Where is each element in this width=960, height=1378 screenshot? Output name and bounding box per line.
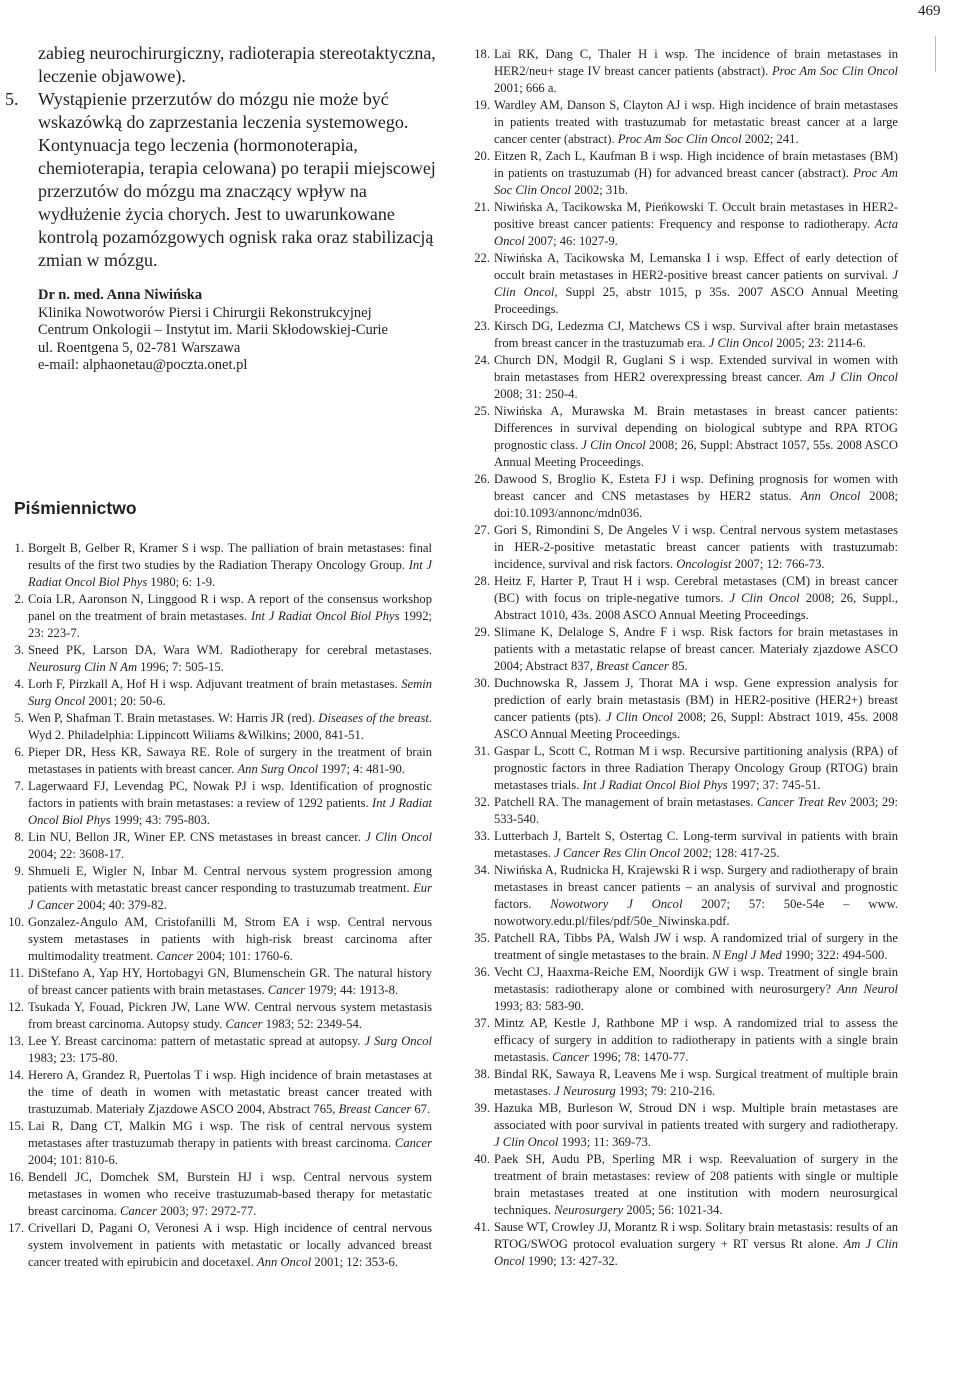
references-heading: Piśmiennictwo [14,498,137,518]
reference-body: Patchell RA, Tibbs PA, Walsh JW i wsp. A randomized trial of surgery in the treatment of single metastases to the brain. [494,931,898,962]
reference-item [0,829,432,863]
reference-number: 36. [474,965,490,979]
journal-name: Proc Am Soc Clin Oncol [771,64,899,78]
reference-text [494,1015,898,1066]
reference-number: 4. [14,677,24,691]
author-name: Dr n. med. Anna Niwińska [38,287,203,303]
reference-body: Lorh F, Pirzkall A, Hof H i wsp. Adjuvant treatment of brain metastases. [28,677,402,691]
reference-body: Gonzalez-Angulo AM, Cristofanilli M, Strom EA i wsp. Central nervous system metastases in patients with high-risk breast carcinoma after multimodality treatment. [28,915,432,963]
reference-number: 7. [14,779,24,793]
reference-item [466,930,898,964]
reference-body: Vecht CJ, Haaxma-Reiche EM, Noordijk GW i wsp. Treatment of single brain metastasis: radiotherapy alone or combined with neurosurgery? [494,965,898,996]
reference-text [494,352,898,403]
reference-number: 35. [474,931,490,945]
reference-number: 13. [8,1034,24,1048]
references-list-right [466,46,898,1270]
reference-text [494,148,898,199]
reference-number: 6. [14,745,24,759]
affiliation-line: Klinika Nowotworów Piersi i Chirurgii Rekonstrukcyjnej [38,304,372,321]
reference-item [466,794,898,828]
journal-name: Int J Radiat Oncol Biol Phys [582,778,728,792]
reference-number: 28. [474,574,490,588]
reference-item [0,999,432,1033]
reference-item [466,148,898,199]
reference-body: Patchell RA. The management of brain metastases. [494,795,758,809]
reference-citation: 1983; 23: 175-80. [28,1051,118,1065]
reference-body: Lin NU, Bellon JR, Winer EP. CNS metastases in breast cancer. [28,830,366,844]
reference-number: 37. [474,1016,490,1030]
reference-item [0,1220,432,1271]
reference-citation: 2005; 23: 2114-6. [773,336,866,350]
page-number: 469 [918,3,941,19]
conclusion-continuation [5,42,440,272]
journal-name: J Clin Oncol [365,830,432,844]
journal-name: Cancer [225,1017,263,1031]
reference-number: 5. [14,711,24,725]
reference-number: 24. [474,353,490,367]
reference-text [28,863,432,914]
reference-citation: 1992; 23: 223-7. [28,609,432,640]
reference-text [494,522,898,573]
journal-name: Oncologist [676,557,732,571]
journal-name: J Cancer Res Clin Oncol [554,846,681,860]
reference-text [494,862,898,930]
journal-name: J Neurosurg [554,1084,616,1098]
reference-citation: 2005; 56: 1021-34. [623,1203,723,1217]
reference-body: DiStefano A, Yap HY, Hortobagyi GN, Blumenschein GR. The natural history of breast cancer patients with brain metastases. [28,966,432,997]
reference-number: 26. [474,472,490,486]
journal-name: Am J Clin Oncol [807,370,898,384]
reference-item [466,624,898,675]
reference-text [28,591,432,642]
journal-name: Acta Oncol [494,217,898,248]
reference-citation: 2008; doi:10.1093/annonc/mdn036. [494,489,898,520]
reference-citation: , Suppl 25, abstr 1015, p 35s. 2007 ASCO Annual Meeting Proceedings. [494,285,898,316]
reference-item [466,743,898,794]
reference-body: Niwińska A, Rudnicka H, Krajewski R i wsp. Surgery and radiotherapy of brain metastases in breast cancer patients – an analysis of survival and prognostic factors. [494,863,898,911]
reference-item [0,676,432,710]
reference-item [0,965,432,999]
header-rule [935,36,936,72]
reference-text [28,965,432,999]
reference-text [28,540,432,591]
reference-citation: 1990; 322: 494-500. [781,948,888,962]
reference-text [28,744,432,778]
reference-number: 27. [474,523,490,537]
reference-number: 1. [14,541,24,555]
reference-item [0,591,432,642]
reference-body: Lagerwaard FJ, Levendag PC, Nowak PJ i wsp. Identification of prognostic factors in patients with brain metastases: a review of 1292 patients. [28,779,432,810]
reference-body: Wardley AM, Danson S, Clayton AJ i wsp. High incidence of brain metastases in patients treated with trastuzumab for metastatic breast cancer at a large cancer center (abstract). [494,98,898,146]
reference-body: Mintz AP, Kestle J, Rathbone MP i wsp. A randomized trial to assess the efficacy of surgery in addition to radiotherapy in patients with a single brain metastasis. [494,1016,898,1064]
reference-citation: 2001; 20: 50-6. [85,694,166,708]
reference-number: 40. [474,1152,490,1166]
reference-number: 29. [474,625,490,639]
reference-citation: 2003; 97: 2972-77. [157,1204,257,1218]
reference-text [28,1220,432,1271]
reference-number: 9. [14,864,24,878]
reference-number: 11. [8,966,24,980]
reference-citation: 2008; 26, Suppl: Abstract 1019, 45s. 2008 ASCO Annual Meeting Proceedings. [494,710,899,741]
journal-name: Cancer Treat Rev [757,795,847,809]
reference-item [0,1067,432,1118]
reference-number: 25. [474,404,490,418]
reference-text [494,964,898,1015]
reference-citation: 2007; 57: 50e-54e – www. nowotwory.edu.pl/files/pdf/50e_Niwinska.pdf. [494,897,899,928]
reference-item [466,250,898,318]
reference-body: Sneed PK, Larson DA, Wara WM. Radiotherapy for cerebral metastases. [28,643,432,657]
reference-text [494,403,898,471]
reference-number: 18. [474,47,490,61]
reference-body: Borgelt B, Gelber R, Kramer S i wsp. The palliation of brain metastases: final results of the first two studies by the Radiation Therapy Oncology Group. [28,541,432,572]
reference-body: Bendell JC, Domchek SM, Burstein HJ i wsp. Central nervous system metastases in women who receive trastuzumab-based therapy for metastatic breast carcinoma. [28,1170,432,1218]
reference-number: 15. [8,1119,24,1133]
reference-number: 3. [14,643,24,657]
reference-item [466,828,898,862]
reference-text [28,1169,432,1220]
reference-number: 23. [474,319,490,333]
left-column [0,42,440,375]
reference-text [28,1067,432,1118]
reference-item [466,1015,898,1066]
reference-number: 31. [474,744,490,758]
reference-body: Niwińska A, Murawska M. Brain metastases in breast cancer patients: Differences in survival depending on biological subtype and RPA RTOG prognostic class. [494,404,898,452]
reference-item [466,199,898,250]
reference-number: 21. [474,200,490,214]
reference-item [466,1066,898,1100]
reference-citation: 2008; 26, Suppl: Abstract 1057, 55s. 2008 ASCO Annual Meeting Proceedings. [494,438,899,469]
reference-item [0,710,432,744]
email-line: e-mail: alphaonetau@poczta.onet.pl [38,357,248,373]
reference-number: 16. [8,1170,24,1184]
journal-name: Neurosurgery [554,1203,624,1217]
reference-citation: 1993; 83: 583-90. [494,999,584,1013]
reference-citation: 2004; 22: 3608-17. [28,847,125,861]
reference-body: Church DN, Modgil R, Guglani S i wsp. Extended survival in women with brain metastases from HER2 overexpressing breast cancer. [494,353,898,384]
reference-text [494,199,898,250]
reference-item [466,964,898,1015]
reference-citation: 2002; 241. [741,132,799,146]
reference-number: 30. [474,676,490,690]
journal-name: J Clin Oncol [494,1135,559,1149]
conclusion-item-number: 5. [5,89,19,109]
reference-item [0,540,432,591]
reference-citation: 2008; 26, Suppl., Abstract 1010, 43s. 2008 ASCO Annual Meeting Proceedings. [494,591,899,622]
reference-citation: 1997; 37: 745-51. [727,778,821,792]
reference-body: Coia LR, Aaronson N, Linggood R i wsp. A report of the consensus workshop panel on the treatment of brain metastases. [28,592,432,623]
reference-number: 39. [474,1101,490,1115]
reference-body: Lutterbach J, Bartelt S, Ostertag C. Long-term survival in patients with brain metastases. [494,829,898,860]
reference-number: 14. [8,1068,24,1082]
reference-text [494,318,898,352]
reference-citation: 1997; 4: 481-90. [318,762,405,776]
reference-citation: 2001; 666 a. [494,81,557,95]
journal-name: Int J Radiat Oncol Biol Phys [250,609,400,623]
reference-body: Slimane K, Delaloge S, Andre F i wsp. Risk factors for brain metastases in patients with a metastatic relapse of breast cancer. Materiały zjazdowe ASCO 2004; Abstract 837, [494,625,898,673]
reference-text [494,471,898,522]
journal-name: Neurosurg Clin N Am [28,660,138,674]
reference-item [466,403,898,471]
reference-body: Duchnowska R, Jassem J, Thorat MA i wsp. Gene expression analysis for prediction of early brain metastasis (BM) in HER2-positive (HER2+) breast cancer patients (pts). [494,676,898,724]
reference-number: 33. [474,829,490,843]
reference-text [494,794,898,828]
journal-name: Proc Am Soc Clin Oncol [617,132,742,146]
reference-citation: 2004; 101: 1760-6. [193,949,293,963]
reference-text [494,250,898,318]
journal-name: Eur J Cancer [28,881,432,912]
reference-item [466,471,898,522]
reference-text [494,930,898,964]
reference-item [0,863,432,914]
reference-number: 2. [14,592,24,606]
reference-body: Sause WT, Crowley JJ, Morantz R i wsp. Solitary brain metastasis: results of an RTOG/SWOG protocol evaluation surgery + RT versus Rt alone. [494,1220,898,1251]
reference-citation: 2007; 12: 766-73. [731,557,825,571]
reference-body: Niwińska A, Tacikowska M, Pieńkowski T. Occult brain metastases in HER2-positive breast cancer patients: Frequency and response to radiotherapy. [494,200,898,231]
reference-text [494,573,898,624]
reference-text [494,46,898,97]
reference-citation: 2004; 40: 379-82. [73,898,167,912]
reference-body: Dawood S, Broglio K, Esteta FJ i wsp. Defining prognosis for women with breast cancer and CNS metastases by HER2 status. [494,472,898,503]
conclusion-item-5 [0,88,440,272]
reference-citation: . Wyd 2. Philadelphia: Lippincott Wiliams &Wilkins; 2000, 841-51. [28,711,433,742]
continuation-tail: zabieg neurochirurgiczny, radioterapia stereotaktyczna, leczenie objawowe). [38,43,436,86]
journal-name: Cancer [119,1204,158,1218]
address-line: ul. Roentgena 5, 02-781 Warszawa [38,339,241,356]
reference-item [466,97,898,148]
reference-text [494,743,898,794]
reference-body: Gori S, Rimondini S, De Angeles V i wsp. Central nervous system metastases in HER-2-positive metastatic breast cancer patients with trastuzumab: incidence, survival and risk factors. [494,523,898,571]
reference-item [0,778,432,829]
reference-number: 17. [8,1221,24,1235]
journal-name: Breast Cancer [596,659,669,673]
reference-body: Shmueli E, Wigler N, Inbar M. Central nervous system progression among patients with metastatic breast cancer responding to trastuzumab treatment. [28,864,432,895]
reference-item [466,46,898,97]
reference-citation: 67. [411,1102,431,1116]
journal-name: J Clin Oncol [494,268,898,299]
reference-text [28,710,432,744]
journal-name: Semin Surg Oncol [28,677,432,708]
reference-text [494,97,898,148]
reference-number: 19. [474,98,490,112]
reference-number: 20. [474,149,490,163]
reference-citation: 1979; 44: 1913-8. [304,983,399,997]
reference-item [466,1219,898,1270]
journal-name: Ann Surg Oncol [237,762,319,776]
reference-citation: 2001; 12: 353-6. [311,1255,399,1269]
reference-body: Gaspar L, Scott C, Rotman M i wsp. Recursive partitioning analysis (RPA) of prognostic factors in three Radiation Therapy Oncology Group (RTOG) brain metastases trials. [494,744,898,792]
reference-citation: 2007; 46: 1027-9. [524,234,618,248]
journal-name: Cancer [394,1136,432,1150]
reference-item [466,675,898,743]
reference-body: Pieper DR, Hess KR, Sawaya RE. Role of surgery in the treatment of brain metastases in patients with breast cancer. [28,745,432,776]
reference-item [466,522,898,573]
journal-name: Int J Radiat Oncol Biol Phys [28,558,432,589]
journal-name: J Clin Oncol [729,591,800,605]
affiliation-line: Centrum Onkologii – Instytut im. Marii Skłodowskiej-Curie [38,322,388,338]
journal-name: Nowotwory J Oncol [550,897,683,911]
journal-name: Breast Cancer [338,1102,412,1116]
reference-body: Lai R, Dang CT, Malkin MG i wsp. The risk of central nervous system metastases after trastuzumab therapy in patients with breast carcinoma. [28,1119,432,1150]
conclusion-item-text: Wystąpienie przerzutów do mózgu nie może być wskazówką do zaprzestania leczenia systemowego. Kontynuacja tego leczenia (hormonoterapia, chemioterapia, terapia celowana) po terapii miejscowej przerzutów do mózgu ma znaczący wpływ na wydłużenie życia chorych. Jest to uwarunkowane kontrolą pozamózgowych ognisk raka oraz stabilizacją zmian w mózgu. [38,89,436,270]
reference-text [28,676,432,710]
reference-text [28,829,432,863]
reference-text [494,1066,898,1100]
reference-item [466,318,898,352]
reference-citation: 1996; 7: 505-15. [137,660,224,674]
reference-number: 12. [8,1000,24,1014]
reference-number: 38. [474,1067,490,1081]
reference-text [494,1151,898,1219]
reference-citation: 1996; 78: 1470-77. [589,1050,689,1064]
reference-item [466,1100,898,1151]
journal-name: J Clin Oncol [605,710,673,724]
reference-body: Wen P, Shafman T. Brain metastases. W: Harris JR (red). [28,711,319,725]
reference-item [466,1151,898,1219]
reference-body: Lee Y. Breast carcinoma: pattern of metastatic spread at autopsy. [28,1034,365,1048]
reference-citation: 1999; 43: 795-803. [110,813,210,827]
reference-text [494,1100,898,1151]
reference-text [28,1033,432,1067]
reference-citation: 1990; 13: 427-32. [524,1254,618,1268]
reference-text [28,642,432,676]
reference-item [0,1033,432,1067]
reference-citation: 2002; 31b. [570,183,628,197]
reference-text [28,1118,432,1169]
reference-number: 8. [14,830,24,844]
reference-item [466,862,898,930]
reference-body: Niwińska A, Tacikowska M, Lemanska I i wsp. Effect of early detection of occult brain metastases in HER2-positive breast cancer patients on survival. [494,251,898,282]
reference-body: Eitzen R, Zach L, Kaufman B i wsp. High incidence of brain metastases (BM) in patients on trastuzumab (H) for advanced breast cancer (abstract). [494,149,898,180]
reference-item [0,642,432,676]
journal-name: Diseases of the breast [318,711,429,725]
reference-text [494,828,898,862]
reference-citation: 2004; 101: 810-6. [28,1153,118,1167]
reference-body: Tsukada Y, Fouad, Pickren JW, Lane WW. Central nervous system metastasis from breast carcinoma. Autopsy study. [28,1000,432,1031]
journal-name: Proc Am Soc Clin Oncol [494,166,898,197]
reference-body: Heitz F, Harter P, Traut H i wsp. Cerebral metastases (CM) in breast cancer (BC) with focus on triple-negative tumors. [494,574,898,605]
journal-name: Cancer [552,1050,590,1064]
journal-name: J Clin Oncol [708,336,774,350]
reference-text [28,778,432,829]
reference-item [0,914,432,965]
reference-item [466,352,898,403]
reference-citation: 2008; 31: 250-4. [494,387,578,401]
journal-name: Int J Radiat Oncol Biol Phys [28,796,432,827]
reference-number: 22. [474,251,490,265]
reference-body: Bindal RK, Sawaya R, Leavens Me i wsp. Surgical treatment of multiple brain metastases. [494,1067,898,1098]
reference-item [0,1118,432,1169]
reference-text [494,1219,898,1270]
journal-name: Cancer [267,983,305,997]
references-list-left [0,540,432,1271]
reference-body: Hazuka MB, Burleson W, Stroud DN i wsp. Multiple brain metastases are associated with poor survival in patients treated with surgery and radiotherapy. [494,1101,898,1132]
reference-number: 41. [474,1220,490,1234]
reference-body: Crivellari D, Pagani O, Veronesi A i wsp. High incidence of central nervous system involvement in patients with metastatic or locally advanced breast cancer treated with epirubicin and docetaxel. [28,1221,432,1269]
reference-body: Lai RK, Dang C, Thaler H i wsp. The incidence of brain metastases in HER2/neu+ stage IV breast cancer patients (abstract). [494,47,898,78]
reference-body: Kirsch DG, Ledezma CJ, Matchews CS i wsp. Survival after brain metastases from breast cancer in the trastuzumab era. [494,319,898,350]
reference-item [0,1169,432,1220]
journal-name: J Surg Oncol [364,1034,432,1048]
journal-name: N Engl J Med [712,948,782,962]
reference-text [28,914,432,965]
reference-item [466,573,898,624]
reference-text [494,675,898,743]
reference-citation: 1980; 6: 1-9. [147,575,216,589]
journal-name: Ann Neurol [837,982,899,996]
journal-name: J Clin Oncol [581,438,646,452]
reference-citation: 2003; 29: 533-540. [494,795,899,826]
journal-name: Cancer [156,949,194,963]
reference-citation: 2002; 128: 417-25. [680,846,780,860]
reference-number: 34. [474,863,490,877]
reference-citation: 85. [668,659,688,673]
reference-text [28,999,432,1033]
author-signature [38,287,440,375]
journal-name: Ann Oncol [257,1255,312,1269]
reference-text [494,624,898,675]
reference-citation: 1993; 11: 369-73. [558,1135,651,1149]
reference-number: 32. [474,795,490,809]
reference-body: Herero A, Grandez R, Puertolas T i wsp. High incidence of brain metastases at the time of death in women with metastatic breast cancer treated with trastuzumab. Materiały Zjazdowe ASCO 2004, Abstract 765, [28,1068,432,1116]
reference-number: 10. [8,915,24,929]
reference-body: Paek SH, Audu PB, Sperling MR i wsp. Reevaluation of surgery in the treatment of brain metastases: review of 208 patients with single or multiple brain metastases treated at one institution with modern neurosurgical techniques. [494,1152,898,1217]
journal-name: Ann Oncol [800,489,861,503]
reference-citation: 1993; 79: 210-216. [615,1084,716,1098]
journal-name: Am J Clin Oncol [494,1237,899,1268]
reference-citation: 1983; 52: 2349-54. [262,1017,362,1031]
reference-item [0,744,432,778]
